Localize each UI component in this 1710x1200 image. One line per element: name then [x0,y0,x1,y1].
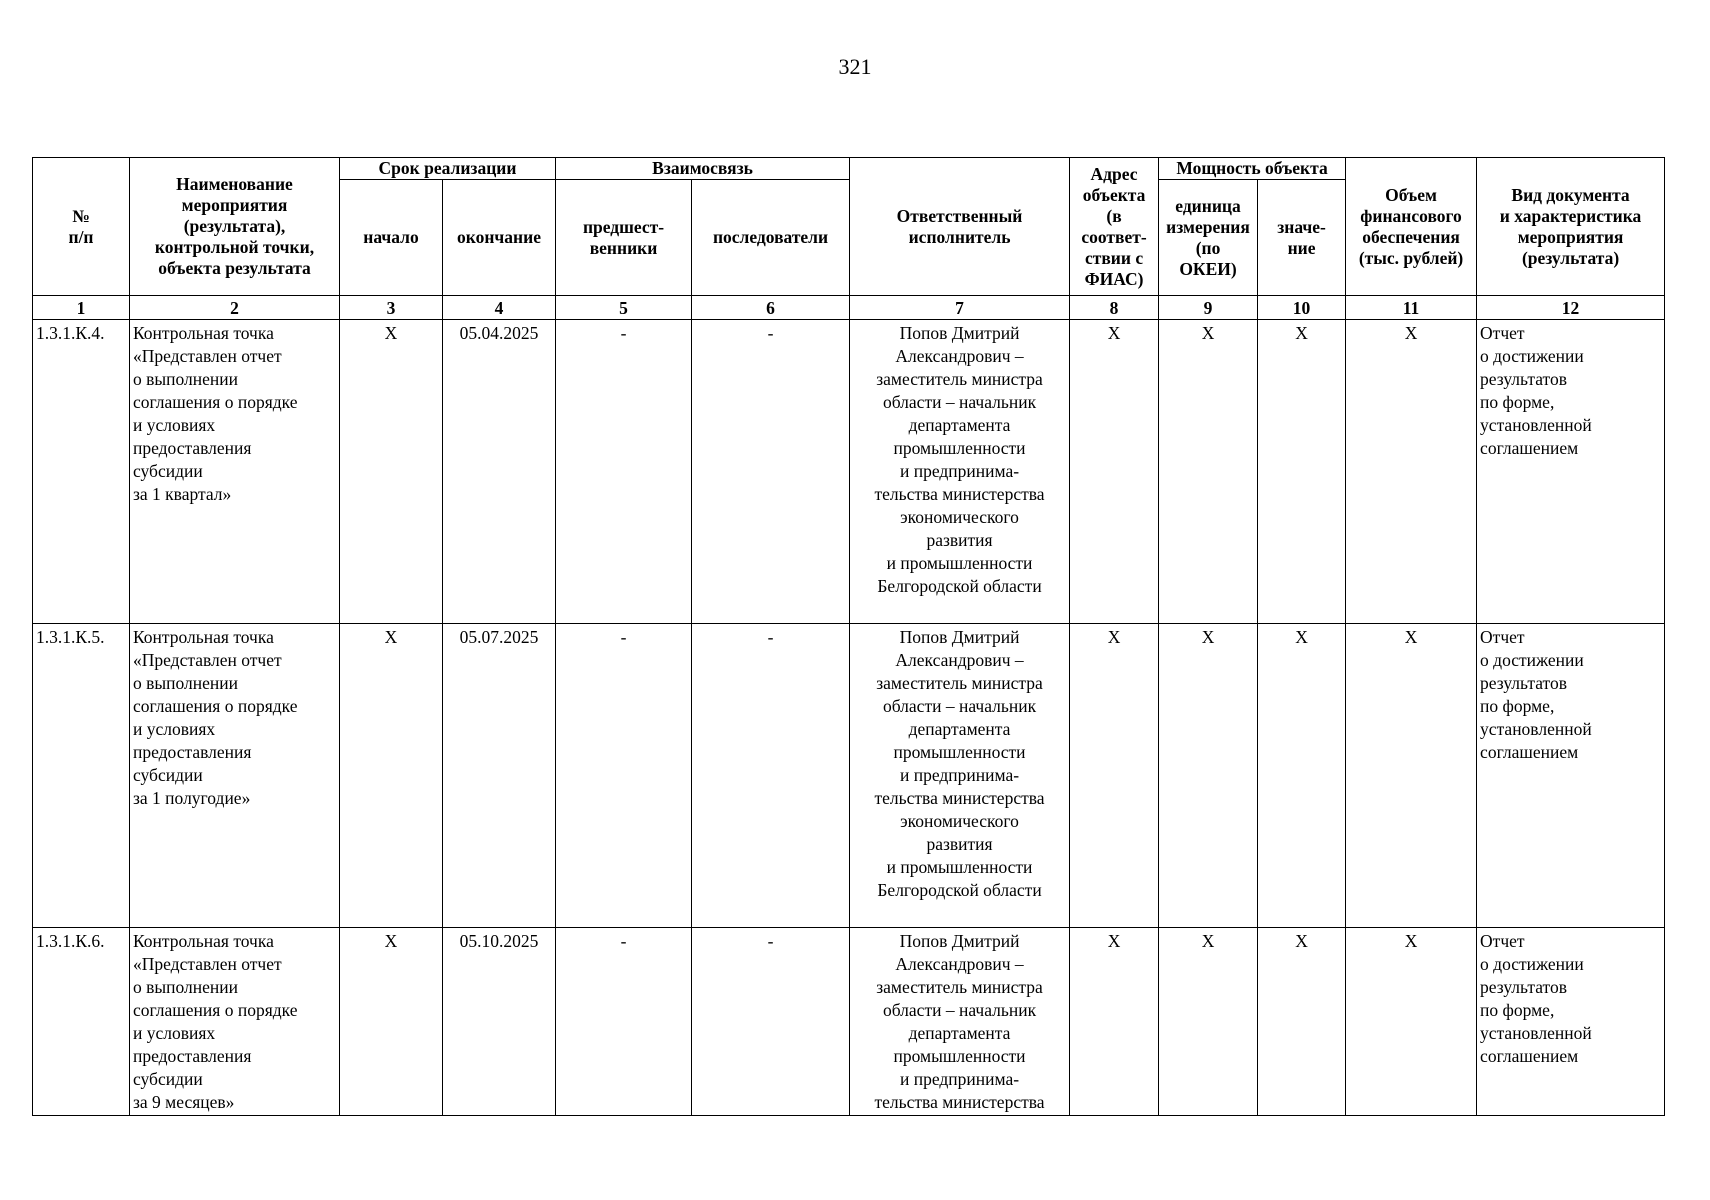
row-start: X [340,624,443,928]
row-unit: X [1159,320,1258,624]
header-unit: единица измерения (по ОКЕИ) [1159,180,1258,296]
row-value: X [1258,624,1346,928]
row-address: X [1070,928,1159,1116]
row-doc-type: Отчет о достижении результатов по форме, установленной соглашением [1477,928,1665,1116]
header-end: окончание [443,180,556,296]
header-successors: последователи [692,180,850,296]
column-number: 4 [443,296,556,320]
header-num: № п/п [33,158,130,296]
row-name: Контрольная точка «Представлен отчет о выполнении соглашения о порядке и условиях предоставления субсидии за 1 квартал» [130,320,340,624]
column-number: 1 [33,296,130,320]
column-number: 11 [1346,296,1477,320]
header-name: Наименование мероприятия (результата), контрольной точки, объекта результата [130,158,340,296]
row-start: X [340,928,443,1116]
row-finance: X [1346,320,1477,624]
row-name: Контрольная точка «Представлен отчет о выполнении соглашения о порядке и условиях предоставления субсидии за 9 месяцев» [130,928,340,1116]
row-unit: X [1159,928,1258,1116]
table-row [33,928,1665,1116]
table-row [33,320,1665,624]
column-number: 6 [692,296,850,320]
column-number: 8 [1070,296,1159,320]
row-executor: Попов Дмитрий Александрович – заместитель министра области – начальник департамента промышленности и предпринима- тельства министерства экономического развития и промышленности Белгородской области [850,624,1070,928]
column-number: 5 [556,296,692,320]
row-successors: - [692,624,850,928]
row-predecessors: - [556,320,692,624]
row-successors: - [692,320,850,624]
header-finance: Объем финансового обеспечения (тыс. рублей) [1346,158,1477,296]
events-plan-table [32,157,1665,1116]
row-executor: Попов Дмитрий Александрович – заместитель министра области – начальник департамента промышленности и предпринима- тельства министерства [850,928,1070,1116]
header-doc-type: Вид документа и характеристика мероприятия (результата) [1477,158,1665,296]
header-start: начало [340,180,443,296]
row-value: X [1258,928,1346,1116]
row-number: 1.3.1.К.4. [33,320,130,624]
column-number: 3 [340,296,443,320]
column-number: 7 [850,296,1070,320]
row-value: X [1258,320,1346,624]
row-unit: X [1159,624,1258,928]
column-number-row [33,296,1665,320]
row-end: 05.04.2025 [443,320,556,624]
column-number: 10 [1258,296,1346,320]
row-number: 1.3.1.К.5. [33,624,130,928]
column-number: 9 [1159,296,1258,320]
row-end: 05.07.2025 [443,624,556,928]
row-address: X [1070,624,1159,928]
page-number: 321 [838,54,872,79]
row-predecessors: - [556,624,692,928]
column-number: 12 [1477,296,1665,320]
row-finance: X [1346,928,1477,1116]
row-address: X [1070,320,1159,624]
row-predecessors: - [556,928,692,1116]
row-number: 1.3.1.К.6. [33,928,130,1116]
table-row [33,624,1665,928]
column-number: 2 [130,296,340,320]
row-doc-type: Отчет о достижении результатов по форме, установленной соглашением [1477,624,1665,928]
row-finance: X [1346,624,1477,928]
header-executor: Ответственный исполнитель [850,158,1070,296]
row-end: 05.10.2025 [443,928,556,1116]
header-predecessors: предшест- венники [556,180,692,296]
row-doc-type: Отчет о достижении результатов по форме, установленной соглашением [1477,320,1665,624]
header-row-1 [33,158,1665,180]
header-address: Адрес объекта (в соответ- ствии с ФИАС) [1070,158,1159,296]
header-period-group: Срок реализации [340,158,556,180]
header-capacity-group: Мощность объекта [1159,158,1346,180]
row-name: Контрольная точка «Представлен отчет о выполнении соглашения о порядке и условиях предоставления субсидии за 1 полугодие» [130,624,340,928]
row-successors: - [692,928,850,1116]
row-start: X [340,320,443,624]
row-executor: Попов Дмитрий Александрович – заместитель министра области – начальник департамента промышленности и предпринима- тельства министерства экономического развития и промышленности Белгородской области [850,320,1070,624]
header-link-group: Взаимосвязь [556,158,850,180]
header-value: значе- ние [1258,180,1346,296]
